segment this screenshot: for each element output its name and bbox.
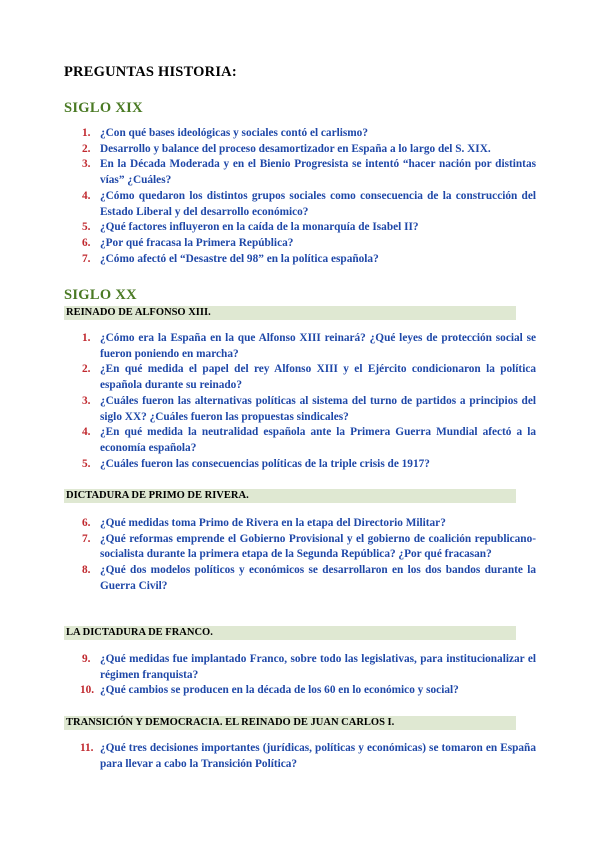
question-item [64,362,536,393]
question-item [64,142,536,158]
question-text: ¿En qué medida el papel del rey Alfonso XIII y el Ejército condicionaron la política española durante su reinado? [100,363,536,392]
question-list-franco [64,652,536,699]
question-item [64,189,536,220]
question-number: 1. [82,332,91,344]
question-text: ¿Por qué fracasa la Primera República? [100,236,294,249]
question-number: 2. [82,363,91,376]
question-text: ¿Qué cambios se producen en la década de los 60 en lo económico y social? [100,684,459,697]
question-text: ¿Con qué bases ideológicas y sociales contó el carlismo? [100,127,368,139]
question-text: ¿Cómo era la España en la que Alfonso XIII reinará? ¿Qué leyes de protección social se fueron poniendo en marcha? [100,332,536,360]
question-number: 7. [82,252,91,265]
question-text: Desarrollo y balance del proceso desamortizador en España a lo largo del S. XIX. [100,142,491,155]
question-list-alfonso-xiii [64,331,536,472]
question-item [64,457,536,473]
subsection-band-franco: LA DICTADURA DE FRANCO. [64,626,516,640]
question-text: En la Década Moderada y en el Bienio Progresista se intentó “hacer nación por distintas vías” ¿Cuáles? [100,158,536,187]
question-text: ¿En qué medida la neutralidad española ante la Primera Guerra Mundial afectó a la economía española? [100,426,536,454]
question-number: 1. [82,127,91,139]
question-number: 6. [82,517,91,529]
question-item [64,683,536,699]
question-list-primo-de-rivera [64,516,536,595]
question-item [64,563,536,594]
subsection-band-alfonso-xiii: REINADO DE ALFONSO XIII. [64,306,516,320]
question-text: ¿Qué dos modelos políticos y económicos se desarrollaron en los dos bandos durante la Guerra Civil? [100,564,536,592]
question-text: ¿Qué factores influyeron en la caída de la monarquía de Isabel II? [100,221,419,234]
question-list-siglo-xix [64,126,536,267]
question-item [64,652,536,683]
question-text: ¿Qué medidas fue implantado Franco, sobre todo las legislativas, para institucionalizar el régimen franquista? [100,653,536,681]
question-number: 6. [82,236,91,249]
page-title: PREGUNTAS HISTORIA: [64,64,237,80]
question-text: ¿Qué reformas emprende el Gobierno Provisional y el gobierno de coalición republicano-socialista durante la primera etapa de la Segunda República? ¿Por qué fracasan? [100,532,536,561]
question-text: ¿Cómo quedaron los distintos grupos sociales como consecuencia de la construcción del Estado Liberal y del desarrollo económico? [100,189,536,218]
question-item [64,532,536,563]
question-number: 4. [82,426,91,439]
question-number: 8. [82,564,91,577]
question-item [64,394,536,425]
question-number: 4. [82,189,91,202]
question-item [64,236,536,252]
question-item [64,220,536,236]
question-text: ¿Cuáles fueron las consecuencias políticas de la triple crisis de 1917? [100,457,430,470]
question-number: 7. [82,532,91,545]
question-text: ¿Qué tres decisiones importantes (jurídicas, políticas y económicas) se tomaron en España para llevar a cabo la Transición Política? [100,742,536,770]
question-number: 3. [82,394,91,407]
question-item [64,252,536,268]
subsection-band-transicion: TRANSICIÓN Y DEMOCRACIA. EL REINADO DE JUAN CARLOS I. [64,716,516,730]
question-number: 10. [80,684,95,697]
section-heading-siglo-xx: SIGLO XX [64,287,137,303]
subsection-band-primo-de-rivera: DICTADURA DE PRIMO DE RIVERA. [64,489,516,503]
question-text: ¿Cuáles fueron las alternativas políticas al sistema del turno de partidos a principios del siglo XX? ¿Cuáles fueron las propuestas sindicales? [100,394,536,423]
question-number: 5. [82,221,91,234]
question-number: 5. [82,457,91,470]
question-number: 3. [82,158,91,171]
question-number: 11. [80,742,94,754]
question-item [64,331,536,362]
question-number: 9. [82,653,91,665]
question-item [64,126,536,142]
section-heading-siglo-xix: SIGLO XIX [64,100,143,116]
question-item [64,516,536,532]
question-text: ¿Cómo afectó el “Desastre del 98” en la política española? [100,252,379,265]
question-number: 2. [82,142,91,155]
question-item [64,425,536,456]
question-item [64,157,536,188]
question-text: ¿Qué medidas toma Primo de Rivera en la etapa del Directorio Militar? [100,517,446,529]
question-list-transicion [64,741,536,772]
question-item [64,741,536,772]
